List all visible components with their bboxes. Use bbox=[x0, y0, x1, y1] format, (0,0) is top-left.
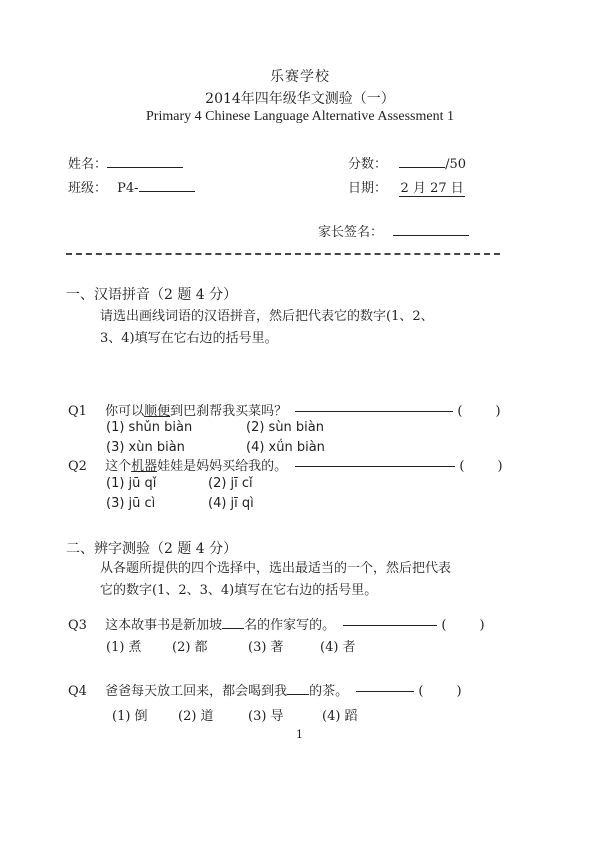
question-4-option-4: (4) 蹈 bbox=[322, 709, 358, 724]
date-value: 2 月 27 日 bbox=[399, 177, 465, 197]
date-field bbox=[348, 177, 465, 197]
name-blank bbox=[107, 155, 183, 168]
parent-signature-blank bbox=[393, 223, 469, 236]
question-4-blank bbox=[287, 682, 309, 695]
name-label: 姓名： bbox=[68, 157, 108, 172]
question-1-number: Q1 bbox=[68, 404, 87, 419]
question-3-option-2: (2) 都 bbox=[172, 640, 208, 655]
question-4-answer-bracket[interactable]: ( ) bbox=[418, 684, 462, 699]
section-1-instruction-line-2: 3、4)填写在它右边的括号里。 bbox=[100, 331, 278, 346]
school-name: 乐赛学校 bbox=[270, 69, 330, 85]
question-1-option-3: (3) xùn biàn bbox=[106, 440, 185, 455]
question-3-text-after: 名的作家写的。 bbox=[244, 618, 336, 633]
date-label: 日期： bbox=[348, 181, 388, 196]
score-total: /50 bbox=[445, 157, 467, 172]
question-1 bbox=[68, 400, 501, 419]
question-1-text-before: 你可以 bbox=[105, 404, 145, 419]
question-3-answer-bracket[interactable]: ( ) bbox=[441, 618, 485, 633]
section-1-instruction-line-1: 请选出画线词语的汉语拼音，然后把代表它的数字(1、2、 bbox=[100, 309, 434, 324]
question-2-option-3: (3) jū cì bbox=[106, 496, 156, 511]
class-label: 班级： bbox=[68, 181, 108, 196]
class-field bbox=[68, 177, 195, 196]
question-4-leader-line bbox=[356, 691, 414, 692]
question-2-underlined-word: 机器 bbox=[131, 459, 158, 474]
question-2-number: Q2 bbox=[68, 459, 87, 474]
parent-signature-label: 家长签名： bbox=[318, 225, 384, 240]
question-2-option-4: (4) jī qì bbox=[208, 496, 254, 511]
test-title-chinese: 2014年四年级华文测验（一） bbox=[205, 91, 395, 107]
question-1-leader-line bbox=[295, 411, 453, 412]
question-3-option-3: (3) 著 bbox=[248, 640, 284, 655]
question-3-text-before: 这本故事书是新加坡 bbox=[105, 618, 223, 633]
score-field bbox=[348, 153, 466, 172]
question-3-leader-line bbox=[343, 625, 437, 626]
question-3-option-4: (4) 者 bbox=[320, 640, 356, 655]
question-4 bbox=[68, 680, 462, 699]
section-2-instruction-line-2: 它的数字(1、2、3、4)填写在它右边的括号里。 bbox=[100, 583, 378, 598]
section-2-instruction-line-1: 从各题所提供的四个选择中，选出最适当的一个，然后把代表 bbox=[100, 561, 452, 576]
parent-signature-field bbox=[318, 221, 469, 240]
separator-line bbox=[66, 253, 500, 255]
question-3-blank bbox=[222, 616, 244, 629]
test-title-english: Primary 4 Chinese Language Alternative Assessment 1 bbox=[146, 109, 454, 124]
question-3-option-1: (1) 煮 bbox=[106, 640, 142, 655]
section-1-title: 一、汉语拼音（2 题 4 分） bbox=[66, 287, 238, 303]
question-2-option-2: (2) jī cǐ bbox=[208, 476, 253, 491]
name-field bbox=[68, 153, 183, 172]
question-1-text-after: 到巴刹帮我买菜吗？ bbox=[170, 404, 288, 419]
question-4-number: Q4 bbox=[68, 684, 87, 699]
question-2-option-1: (1) jū qǐ bbox=[106, 476, 157, 491]
question-3-number: Q3 bbox=[68, 618, 87, 633]
class-value: P4- bbox=[117, 181, 139, 196]
score-label: 分数： bbox=[348, 157, 388, 172]
page-number: 1 bbox=[296, 728, 303, 741]
question-2-text-before: 这个 bbox=[105, 459, 132, 474]
question-4-option-3: (3) 导 bbox=[248, 709, 284, 724]
question-2-leader-line bbox=[295, 466, 455, 467]
question-1-option-2: (2) sùn biàn bbox=[246, 420, 324, 435]
class-blank bbox=[139, 179, 195, 192]
question-2 bbox=[68, 455, 503, 474]
section-2-title: 二、辨字测验（2 题 4 分） bbox=[66, 541, 238, 557]
question-1-option-1: (1) shǔn biàn bbox=[106, 420, 193, 435]
question-1-underlined-word: 顺便 bbox=[144, 404, 171, 419]
question-4-text-before: 爸爸每天放工回来，都会喝到我 bbox=[105, 684, 288, 699]
question-2-text-after: 娃娃是妈妈买给我的。 bbox=[157, 459, 288, 474]
score-blank bbox=[399, 155, 445, 168]
question-1-answer-bracket[interactable]: ( ) bbox=[457, 404, 501, 419]
question-4-option-2: (2) 道 bbox=[178, 709, 214, 724]
question-1-option-4: (4) xǘn biàn bbox=[246, 440, 325, 455]
question-4-text-after: 的茶。 bbox=[309, 684, 349, 699]
question-4-option-1: (1) 倒 bbox=[112, 709, 148, 724]
question-2-answer-bracket[interactable]: ( ) bbox=[459, 459, 503, 474]
question-3 bbox=[68, 614, 485, 633]
